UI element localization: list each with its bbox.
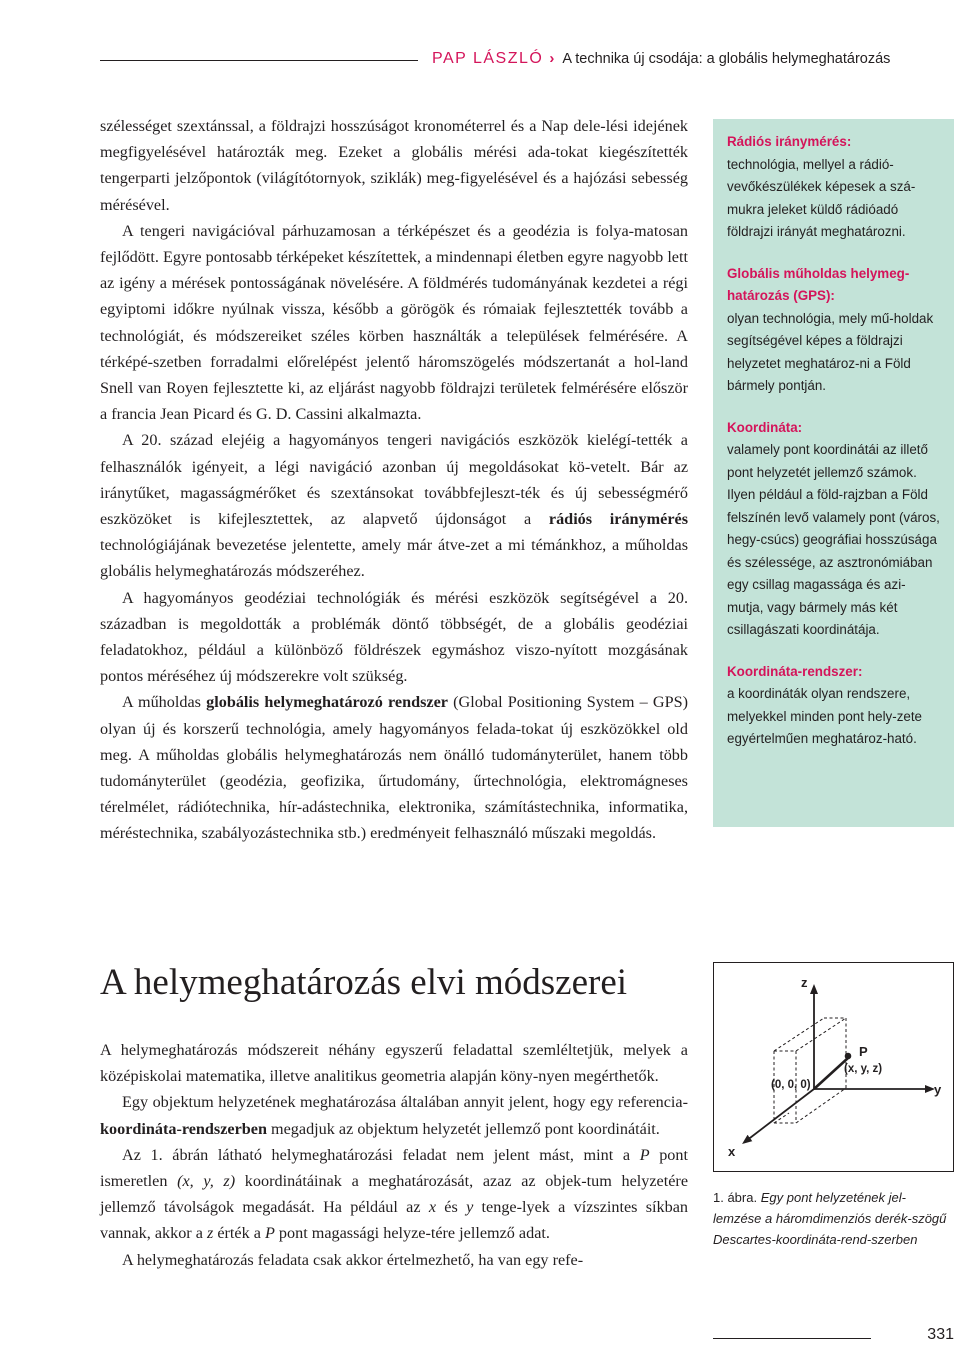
header-title: A technika új csodája: a globális helymeghatározás <box>562 51 891 67</box>
glossary-term: Koordináta: <box>727 419 803 435</box>
glossary-term: Globális műholdas helymeg-határozás (GPS): <box>727 265 910 303</box>
text-run: koordinátáinak a meghatározását, azaz az objek-tum helyzetére jellemző távolságok megadását. Ha például az <box>100 1172 689 1217</box>
term-gps: globális helymeghatározó rendszer <box>206 693 448 712</box>
section-heading: A helymeghatározás elvi módszerei <box>100 962 628 1003</box>
section-paragraph-1: A helymeghatározás módszereit néhány egyszerű feladattal szemléltetjük, melyek a középiskolai matematika, illetve analitikus geometria alapján köny-nyen megérthetők. <box>100 1041 688 1086</box>
text-run: Az 1. ábrán látható helymeghatározási feladat nem jelent mást, mint a <box>122 1145 640 1164</box>
paragraph-2: A tengeri navigációval párhuzamosan a térképészet és a geodézia is folya-matosan fejlődött. Egyre pontosabb térképeket készítettek, a mindennapi életben egyre nagyobb lett az igény a mérések pontosságának növelésére. A földmérés tudományának kezdetei a régi egyiptomi időkre nyúlnak vissza, később a görögök és rómaiak fejlesztették tovább a technológiát, és módszereiket széles körben használták a települések felmérésére. A térképé-szetben forradalmi előrelépést jelentő háromszögelés módszertanát a hol-land Snell van Royen fejlesztette ki, az eljárást nagyobb földrajzi területek felmérésére először a francia Jean Picard és G. D. Cassini alkalmazta. <box>100 221 688 424</box>
point-P-marker <box>845 1053 852 1060</box>
figure-caption-label: 1. ábra. <box>713 1190 758 1205</box>
glossary-definition: a koordináták olyan rendszere, melyekkel minden pont hely-zete egyértelműen meghatároz-ható. <box>727 686 923 746</box>
var-x: x <box>428 1198 437 1217</box>
axis-label-x: x <box>728 1144 736 1159</box>
running-header <box>432 50 954 74</box>
figure-svg <box>714 963 953 1171</box>
term-coordinate-system: koordináta-rendszerben <box>100 1119 267 1138</box>
origin-label: (0, 0, 0) <box>771 1079 811 1091</box>
glossary-term: Koordináta-rendszer: <box>727 663 863 679</box>
text-run: érték a <box>213 1224 265 1243</box>
text-run: tenge-lyek a vízszintes síkban vannak, akkor a <box>100 1198 688 1243</box>
text-run: és <box>436 1198 467 1217</box>
section-paragraph-4: A helymeghatározás feladata csak akkor értelmezhető, ha van egy refe- <box>122 1250 584 1269</box>
glossary-entry <box>727 417 940 642</box>
cube-edge <box>774 1018 824 1051</box>
glossary-definition: olyan technológia, mely mű-holdak segítségével képes a földrajzi helyzetet meghatároz-ni a Föld bármely pontján. <box>727 310 934 393</box>
section-paragraph-2 <box>100 1089 688 1141</box>
paragraph-5-text-b: (Global Positioning System – GPS) olyan új és korszerű technológia, amely hagyományos felada-tokat új eszközökkel old meg. A műholdas globális helymeghatározás nem önálló tudományterület, hanem több tudományterület (geodézia, geofizika, űrtudomány, űrtechnológia, elektromágneses térelmélet, rádiótechnika, hír-adástechnika, elektronika, számítástechnika, informatika, méréstechnika, szabályozástechnika stb.) eredményeit felhasználó műszaki megoldás. <box>100 693 688 843</box>
header-author: PAP LÁSZLÓ <box>432 50 544 67</box>
var-xyz: (x, y, z) <box>177 1172 236 1191</box>
cube-edge <box>796 1018 846 1051</box>
paragraph-3 <box>100 427 688 584</box>
text-run: pont magassági helyze-tére jellemző adat. <box>274 1224 550 1243</box>
point-coords-label: (x, y, z) <box>844 1063 883 1075</box>
section-paragraph-2-text-a: Egy objektum helyzetének meghatározása általában annyit jelent, hogy egy referencia- <box>122 1093 688 1112</box>
axis-label-z: z <box>801 975 808 990</box>
paragraph-3-text-a: A 20. század elejéig a hagyományos tengeri navigációs eszközök kielégí-tették a felhasználók igényeit, a légi navigáció azonban új megoldásokat kö-vetelt. Bár az iránytűket, magasságmérőket és szextánsokat továbbfejleszt-ték és új sebességmérő eszközöket is kifejlesztettek, az alapvető újdonságot a <box>100 431 688 529</box>
glossary-entry <box>727 131 940 244</box>
axis-label-y: y <box>934 1082 942 1097</box>
footer-rule <box>713 1338 871 1339</box>
header-rule <box>100 60 418 61</box>
paragraph-5 <box>100 689 688 846</box>
var-P: P <box>264 1224 275 1243</box>
section-paragraph-3 <box>100 1142 688 1247</box>
glossary-definition: valamely pont koordinátái az illető pont helyzetét jellemző számok. Ilyen például a föld-rajzban a Föld felszínén levő valamely pont (város, hegy-csúcs) geográfiai hosszúsága és szélessége, az asztronómiában egy csillag magassága és azi-mutja, vagy bármely más két csillagászati koordinátája. <box>727 442 940 637</box>
glossary-sidebar <box>713 119 954 827</box>
x-axis <box>746 1089 814 1141</box>
page-number: 331 <box>927 1326 954 1343</box>
var-z: z <box>206 1224 214 1243</box>
section-paragraph-2-text-b: megadjuk az objektum helyzetét jellemző pont koordinátáit. <box>266 1119 660 1138</box>
glossary-entry <box>727 263 940 398</box>
var-y: y <box>466 1198 474 1217</box>
text-run: pont ismeretlen <box>100 1145 688 1191</box>
point-label-P: P <box>859 1044 868 1059</box>
figure-caption-text: Egy pont helyzetének jel-lemzése a háromdimenziós derék-szögű Descartes-koordináta-rend-szerben <box>713 1190 947 1247</box>
term-radio-direction-finding: rádiós iránymérés <box>548 510 688 529</box>
glossary-definition: technológia, mellyel a rádió-vevőkészülékek képesek a szá-mukra jeleket küldő rádióadó földrajzi irányát meghatározni. <box>727 156 916 239</box>
position-vector <box>814 1058 848 1089</box>
header-chevron-icon: › <box>549 50 555 67</box>
paragraph-4: A hagyományos geodéziai technológiák és mérési eszközök segítségével a 20. században is megoldották a problémák döntő többségét, de a globális geodéziai feladatokhoz, például a különböző földrészek egymáshoz viszo-nyított mozgásának pontos méréséhez új módszerekre volt szükség. <box>100 588 688 686</box>
main-body-text <box>100 113 688 847</box>
section-body-text <box>100 1037 688 1273</box>
paragraph-1: szélességet szextánssal, a földrajzi hosszúságot kronométerrel és a Nap dele-lési idejének megfigyelésével határozták meg. Ezeket a globális mérési ada-tokat kiegészítették tengerparti jelzőpontok (világítótornyok, sziklák) meg-figyelésével és a hajózási sebesség mérésével. <box>100 117 688 214</box>
figure-coordinate-system <box>713 962 954 1172</box>
glossary-term: Rádiós iránymérés: <box>727 134 852 149</box>
paragraph-3-text-b: technológiájának bevezetése jelentette, amely már átve-zet a mi témánkhoz, a műholdas globális helymeghatározás módszeréhez. <box>100 536 688 581</box>
figure-caption <box>713 1187 954 1250</box>
paragraph-5-text-a: A műholdas <box>122 693 207 712</box>
var-P: P <box>639 1145 650 1164</box>
cube-edge <box>796 1088 846 1123</box>
glossary-entry <box>727 661 940 751</box>
